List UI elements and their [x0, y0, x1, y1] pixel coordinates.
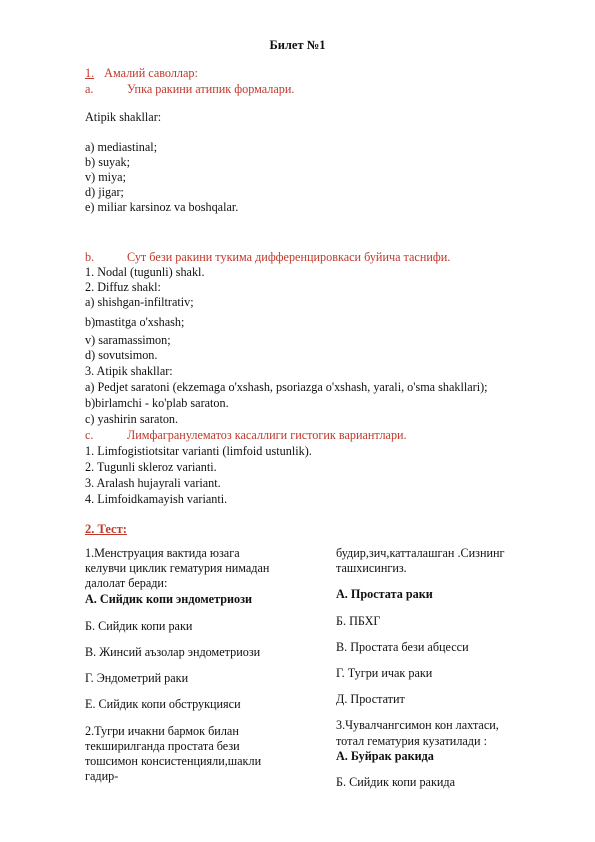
- correct-answer: А. Буйрак ракида: [336, 748, 434, 763]
- subsection-c-marker: c.: [85, 428, 94, 442]
- subsection-a-heading: [85, 82, 294, 97]
- answer-option: Б. Сийдик копи раки: [85, 618, 193, 633]
- answer-option: Е. Сийдик копи обструкцияси: [85, 697, 241, 712]
- list-item: 1. Nodal (tugunli) shakl.: [85, 265, 205, 279]
- answer-option: Г. Тугри ичак раки: [336, 666, 433, 681]
- list-item: 1. Limfogistiotsitar varianti (limfoid ustunlik).: [85, 444, 312, 458]
- question-line: келувчи циклик гематурия нимадан: [85, 561, 270, 576]
- list-item: v) saramassimon;: [85, 333, 171, 347]
- answer-option: Б. Сийдик копи ракида: [336, 775, 456, 790]
- list-item: d) jigar;: [85, 185, 124, 199]
- list-item: c) yashirin saraton.: [85, 412, 179, 426]
- question-line: ташхисингиз.: [336, 561, 407, 576]
- subsection-c-heading: [85, 428, 407, 443]
- answer-option: В. Жинсий аъзолар эндометриози: [85, 645, 261, 660]
- list-item: b)mastitga o'xshash;: [85, 315, 185, 329]
- list-item: 2. Diffuz shakl:: [85, 280, 161, 294]
- question-line: далолат беради:: [85, 576, 168, 591]
- correct-answer: А. Сийдик копи эндометриози: [85, 591, 253, 606]
- subsection-a-marker: а.: [85, 82, 94, 96]
- subsection-a-intro: Atipik shakllar:: [85, 110, 162, 124]
- question-line: будир,зич,катталашган .Сизнинг: [336, 546, 505, 560]
- section1-title: Амалий саволлар:: [104, 66, 198, 80]
- list-item: 3. Aralash hujayrali variant.: [85, 476, 221, 490]
- list-item: 3. Atipik shakllar:: [85, 364, 173, 378]
- answer-option: Г. Эндометрий раки: [85, 671, 189, 686]
- section2-heading: 2. Тест:: [85, 522, 127, 536]
- list-item: 4. Limfoidkamayish varianti.: [85, 492, 228, 506]
- list-item: 2. Tugunli skleroz varianti.: [85, 460, 217, 474]
- section1-number: 1.: [85, 66, 95, 80]
- question-line: 2.Тугри ичакни бармок билан: [85, 723, 239, 738]
- question-line: тотал гематурия кузатилади :: [336, 733, 487, 748]
- list-item: e) miliar karsinoz va boshqalar.: [85, 200, 239, 214]
- section1-heading: [85, 66, 198, 81]
- question-line: гадир-: [85, 769, 119, 784]
- question-line: текширилганда простата бези: [85, 738, 240, 753]
- question-line: 3.Чувалчангсимон кон лахтаси,: [336, 718, 499, 733]
- answer-option: В. Простата бези абцесси: [336, 639, 469, 654]
- answer-option: Д. Простатит: [336, 692, 405, 707]
- subsection-c-title: Лимфагранулематоз касаллиги гистогик вариантлари.: [127, 428, 407, 442]
- subsection-a-title: Упка ракини атипик формалари.: [127, 82, 295, 96]
- correct-answer: А. Простата раки: [336, 587, 433, 602]
- list-item: v) miya;: [85, 170, 126, 184]
- list-item: a) shishgan-infiltrativ;: [85, 295, 194, 309]
- list-item: a) mediastinal;: [85, 140, 158, 154]
- answer-option: Б. ПБХГ: [336, 613, 381, 628]
- subsection-b-heading: [85, 250, 450, 265]
- list-item: b) suyak;: [85, 155, 131, 169]
- subsection-b-title: Сут бези ракини тукима дифференцировкаси буйича таснифи.: [127, 250, 451, 264]
- test-left-column: [85, 546, 315, 784]
- question-line: 1.Менструация вактида юзага: [85, 546, 240, 560]
- test-right-column: [336, 546, 566, 790]
- list-item: b)birlamchi - ko'plab saraton.: [85, 396, 229, 410]
- ticket-title: Билет №1: [269, 38, 326, 52]
- list-item: a) Pedjet saratoni (ekzemaga o'xshash, psoriazga o'xshash, yarali, o'sma shakllari);: [85, 380, 488, 394]
- subsection-b-marker: b.: [85, 250, 95, 264]
- list-item: d) sovutsimon.: [85, 348, 158, 362]
- question-line: тошсимон консистенцияли,шакли: [85, 754, 262, 769]
